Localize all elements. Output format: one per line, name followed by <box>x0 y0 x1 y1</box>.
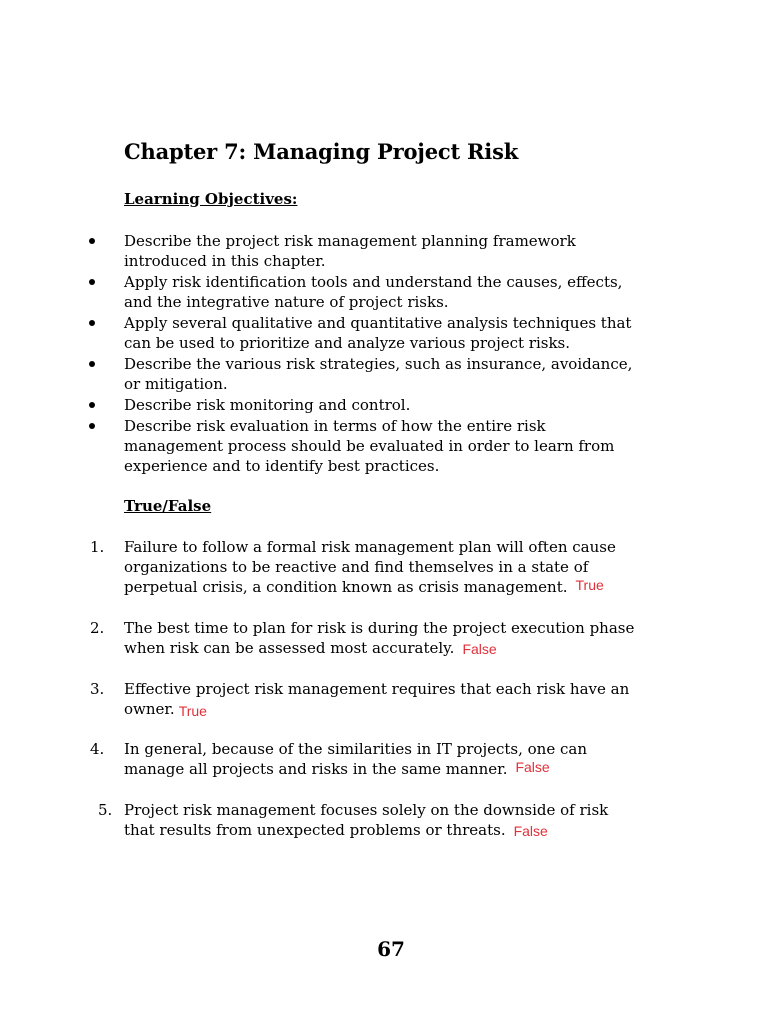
question-line <box>124 638 497 658</box>
question-text: manage all projects and risks in the same manner. <box>124 760 508 778</box>
answer-label: False <box>515 759 550 775</box>
bullet-icon <box>89 320 95 326</box>
objective-line: or mitigation. <box>124 375 228 393</box>
objective-line: and the integrative nature of project risks. <box>124 293 449 311</box>
learning-objectives-heading: Learning Objectives: <box>124 190 298 208</box>
question-number: 2. <box>90 619 105 637</box>
answer-label: True <box>575 577 604 593</box>
question-line: Project risk management focuses solely on the downside of risk <box>124 801 609 819</box>
page-title: Chapter 7: Managing Project Risk <box>124 139 519 164</box>
bullet-icon <box>89 423 95 429</box>
question-text: owner. <box>124 700 175 718</box>
question-line <box>124 577 604 597</box>
question-line <box>124 820 548 840</box>
objective-line: Describe the project risk management planning framework <box>124 232 576 250</box>
question-line <box>124 759 550 779</box>
objective-line: Apply several qualitative and quantitative analysis techniques that <box>124 314 632 332</box>
question-text: perpetual crisis, a condition known as crisis management. <box>124 578 568 596</box>
objective-line: management process should be evaluated in order to learn from <box>124 437 615 455</box>
bullet-icon <box>89 279 95 285</box>
objective-line: experience and to identify best practices. <box>124 457 440 475</box>
page-number: 67 <box>377 937 405 961</box>
true-false-heading: True/False <box>124 497 212 515</box>
question-number: 4. <box>90 740 105 758</box>
objective-line: Apply risk identification tools and understand the causes, effects, <box>124 273 623 291</box>
question-text: that results from unexpected problems or threats. <box>124 821 506 839</box>
question-number: 1. <box>90 538 105 556</box>
answer-label: False <box>513 823 548 839</box>
question-line: Failure to follow a formal risk management plan will often cause <box>124 538 616 556</box>
question-number: 5. <box>98 801 113 819</box>
bullet-icon <box>89 402 95 408</box>
objective-line: Describe risk evaluation in terms of how the entire risk <box>124 417 546 435</box>
bullet-icon <box>89 238 95 244</box>
question-line: Effective project risk management requires that each risk have an <box>124 680 630 698</box>
question-number: 3. <box>90 680 105 698</box>
answer-label: True <box>178 703 207 719</box>
answer-label: False <box>462 641 497 657</box>
objective-line: introduced in this chapter. <box>124 252 326 270</box>
objective-line: Describe risk monitoring and control. <box>124 396 411 414</box>
question-line <box>124 699 207 719</box>
bullet-icon <box>89 361 95 367</box>
objective-line: Describe the various risk strategies, such as insurance, avoidance, <box>124 355 633 373</box>
question-text: when risk can be assessed most accurately. <box>124 639 455 657</box>
objective-line: can be used to prioritize and analyze various project risks. <box>124 334 571 352</box>
question-line: In general, because of the similarities in IT projects, one can <box>124 740 587 758</box>
question-line: The best time to plan for risk is during the project execution phase <box>124 619 635 637</box>
question-line: organizations to be reactive and find themselves in a state of <box>124 558 589 576</box>
